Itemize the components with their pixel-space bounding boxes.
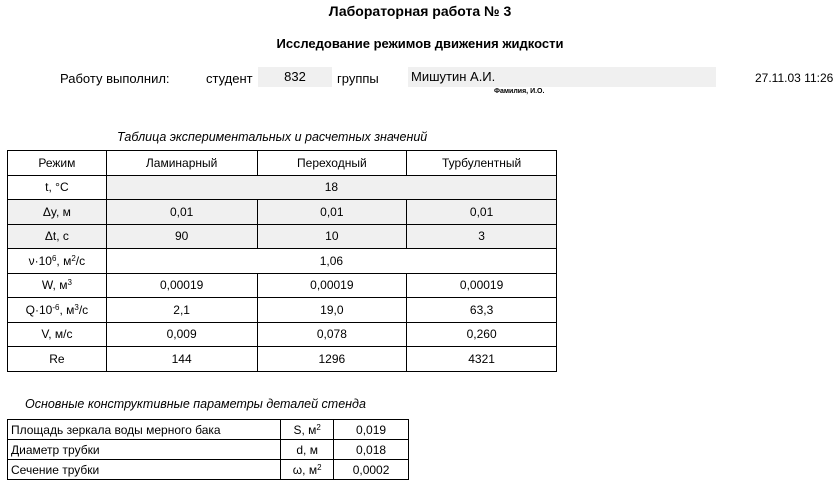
results-table (7, 150, 557, 372)
row-label-temperature: t, °C (8, 175, 107, 200)
params-table-caption: Основные конструктивные параметры деталей стенда (25, 397, 366, 411)
row-label-dy: Δy, м (8, 200, 107, 225)
table-header-row (8, 151, 557, 176)
w-turbulent: 0,00019 (407, 273, 557, 298)
row-label-nu: $\nu\cdot 10^6$, $м^2/с$ (8, 249, 107, 274)
table-row (8, 175, 557, 200)
table-row (8, 249, 557, 274)
row-label-w: W, $м^3$ (8, 273, 107, 298)
dt-transitional: 10 (257, 224, 407, 249)
student-name: Мишутин А.И. (408, 67, 716, 87)
table-row (8, 298, 557, 323)
table-row (8, 420, 409, 440)
page-title: Лабораторная работа № 3 (328, 3, 512, 19)
nu-value: 1,06 (106, 249, 556, 274)
re-turbulent: 4321 (407, 347, 557, 372)
table-row (8, 347, 557, 372)
table-row (8, 273, 557, 298)
param-value: 0,018 (334, 440, 409, 460)
param-name: Сечение трубки (8, 460, 281, 480)
student-label: студент (206, 71, 253, 86)
row-label-q: $Q\cdot 10^{-6}$, $м^3/с$ (8, 298, 107, 323)
main-table-caption: Таблица экспериментальных и расчетных значений (117, 130, 428, 144)
param-symbol: d, м (281, 440, 334, 460)
dy-turbulent: 0,01 (407, 200, 557, 225)
group-number: 832 (258, 67, 332, 87)
datetime: 27.11.03 11:26 (755, 71, 834, 85)
v-transitional: 0,078 (257, 322, 407, 347)
v-turbulent: 0,260 (407, 322, 557, 347)
q-transitional: 19,0 (257, 298, 407, 323)
param-value: 0,019 (334, 420, 409, 440)
row-label-re: Re (8, 347, 107, 372)
header-laminar: Ламинарный (106, 151, 257, 176)
table-row (8, 224, 557, 249)
params-table (7, 419, 409, 480)
group-label: группы (337, 71, 379, 86)
page-subtitle: Исследование режимов движения жидкости (276, 36, 564, 51)
dt-turbulent: 3 (407, 224, 557, 249)
re-laminar: 144 (106, 347, 257, 372)
row-label-dt: Δt, c (8, 224, 107, 249)
table-row (8, 322, 557, 347)
param-symbol: ω, $м^2$ (281, 460, 334, 480)
table-row (8, 440, 409, 460)
re-transitional: 1296 (257, 347, 407, 372)
temperature-value: 18 (106, 175, 556, 200)
v-laminar: 0,009 (106, 322, 257, 347)
header-turbulent: Турбулентный (407, 151, 557, 176)
header-transitional: Переходный (257, 151, 407, 176)
table-row (8, 460, 409, 480)
q-turbulent: 63,3 (407, 298, 557, 323)
dy-laminar: 0,01 (106, 200, 257, 225)
row-label-v: V, м/с (8, 322, 107, 347)
table-row (8, 200, 557, 225)
param-symbol: S, $м^2$ (281, 420, 334, 440)
dt-laminar: 90 (106, 224, 257, 249)
name-caption: Фамилия, И.О. (494, 88, 545, 95)
header-mode: Режим (8, 151, 107, 176)
w-transitional: 0,00019 (257, 273, 407, 298)
q-laminar: 2,1 (106, 298, 257, 323)
param-name: Диаметр трубки (8, 440, 281, 460)
param-value: 0,0002 (334, 460, 409, 480)
dy-transitional: 0,01 (257, 200, 407, 225)
performed-by-label: Работу выполнил: (60, 71, 170, 86)
w-laminar: 0,00019 (106, 273, 257, 298)
param-name: Площадь зеркала воды мерного бака (8, 420, 281, 440)
